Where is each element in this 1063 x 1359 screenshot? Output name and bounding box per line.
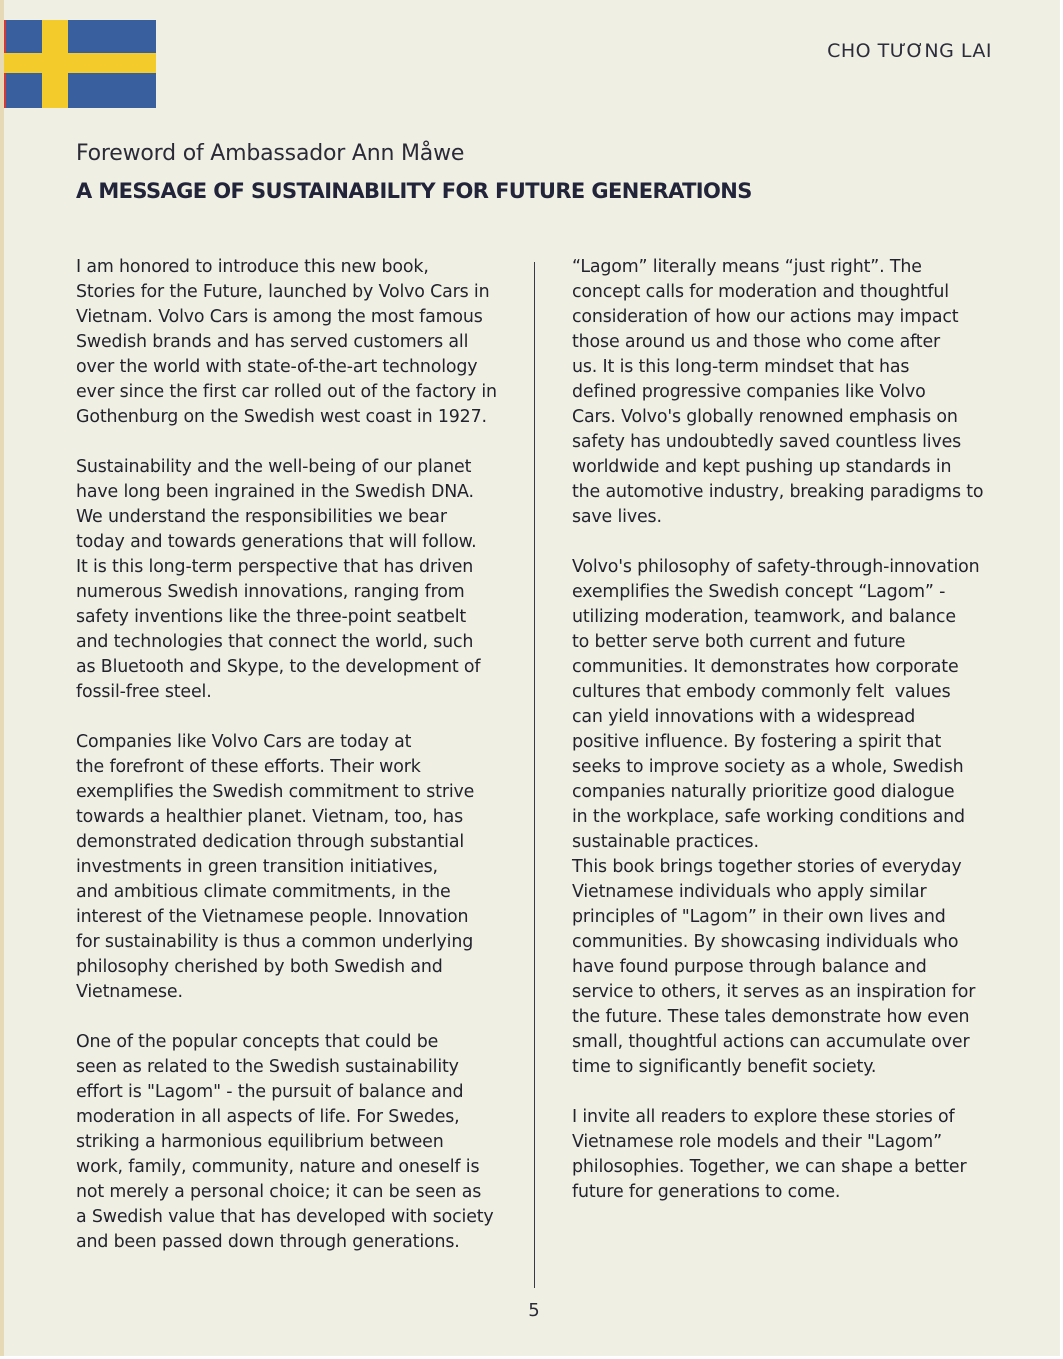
text-line: have found purpose through balance and bbox=[572, 957, 927, 977]
text-line: worldwide and kept pushing up standards in bbox=[572, 457, 952, 477]
text-line: “Lagom” literally means “just right”. The bbox=[572, 257, 922, 277]
text-line: Companies like Volvo Cars are today at bbox=[76, 732, 412, 752]
text-line: numerous Swedish innovations, ranging from bbox=[76, 582, 465, 602]
text-line: Vietnamese role models and their "Lagom” bbox=[572, 1132, 942, 1152]
text-line: sustainable practices. bbox=[572, 832, 759, 852]
text-line: those around us and those who come after bbox=[572, 332, 940, 352]
text-line: not merely a personal choice; it can be seen as bbox=[76, 1182, 482, 1202]
paragraph bbox=[76, 1030, 506, 1255]
text-line: time to significantly benefit society. bbox=[572, 1057, 877, 1077]
text-line: Cars. Volvo's globally renowned emphasis on bbox=[572, 407, 958, 427]
text-line: cultures that embody commonly felt values bbox=[572, 682, 951, 702]
text-line: seeks to improve society as a whole, Swedish bbox=[572, 757, 964, 777]
text-line: Stories for the Future, launched by Volvo Cars in bbox=[76, 282, 490, 302]
text-line: concept calls for moderation and thoughtful bbox=[572, 282, 949, 302]
text-line: It is this long-term perspective that has driven bbox=[76, 557, 474, 577]
text-line: safety inventions like the three-point seatbelt bbox=[76, 607, 467, 627]
text-line: defined progressive companies like Volvo bbox=[572, 382, 926, 402]
text-line: philosophy cherished by both Swedish and bbox=[76, 957, 443, 977]
text-line: Gothenburg on the Swedish west coast in 1927. bbox=[76, 407, 487, 427]
text-line: interest of the Vietnamese people. Innovation bbox=[76, 907, 469, 927]
text-line: seen as related to the Swedish sustainability bbox=[76, 1057, 459, 1077]
text-line: for sustainability is thus a common underlying bbox=[76, 932, 474, 952]
paragraph bbox=[572, 855, 1004, 1080]
paragraph bbox=[572, 255, 1004, 530]
text-line: Volvo's philosophy of safety-through-innovation bbox=[572, 557, 980, 577]
text-line: This book brings together stories of everyday bbox=[572, 857, 962, 877]
text-line: I invite all readers to explore these stories of bbox=[572, 1107, 955, 1127]
text-line: work, family, community, nature and oneself is bbox=[76, 1157, 480, 1177]
text-line: have long been ingrained in the Swedish DNA. bbox=[76, 482, 474, 502]
text-line: principles of "Lagom” in their own lives and bbox=[572, 907, 946, 927]
page-number: 5 bbox=[528, 1300, 540, 1321]
text-line: ever since the first car rolled out of the factory in bbox=[76, 382, 497, 402]
text-line: utilizing moderation, teamwork, and balance bbox=[572, 607, 956, 627]
text-line: the forefront of these efforts. Their work bbox=[76, 757, 421, 777]
left-text-column bbox=[76, 255, 506, 1255]
text-line: positive influence. By fostering a spirit that bbox=[572, 732, 942, 752]
text-line: Sustainability and the well-being of our planet bbox=[76, 457, 472, 477]
text-line: can yield innovations with a widespread bbox=[572, 707, 916, 727]
text-line: service to others, it serves as an inspiration for bbox=[572, 982, 976, 1002]
text-line: small, thoughtful actions can accumulate over bbox=[572, 1032, 970, 1052]
text-line: a Swedish value that has developed with society bbox=[76, 1207, 494, 1227]
text-line: I am honored to introduce this new book, bbox=[76, 257, 429, 277]
text-line: Vietnamese. bbox=[76, 982, 183, 1002]
text-line: exemplifies the Swedish commitment to strive bbox=[76, 782, 475, 802]
sweden-flag-icon bbox=[4, 20, 156, 108]
text-line: companies naturally prioritize good dialogue bbox=[572, 782, 955, 802]
paragraph bbox=[76, 730, 506, 1005]
page-title: A MESSAGE OF SUSTAINABILITY FOR FUTURE GENERATIONS bbox=[76, 179, 752, 203]
paragraph bbox=[76, 455, 506, 705]
paragraph bbox=[76, 255, 506, 430]
flag-cross-horizontal bbox=[4, 53, 156, 73]
text-line: and technologies that connect the world, such bbox=[76, 632, 474, 652]
right-text-column bbox=[572, 255, 1004, 1205]
text-line: Vietnam. Volvo Cars is among the most famous bbox=[76, 307, 483, 327]
text-line: One of the popular concepts that could be bbox=[76, 1032, 439, 1052]
text-line: as Bluetooth and Skype, to the development of bbox=[76, 657, 481, 677]
text-line: us. It is this long-term mindset that has bbox=[572, 357, 910, 377]
text-line: the future. These tales demonstrate how even bbox=[572, 1007, 970, 1027]
text-line: towards a healthier planet. Vietnam, too, has bbox=[76, 807, 464, 827]
text-line: exemplifies the Swedish concept “Lagom” - bbox=[572, 582, 946, 602]
text-line: and been passed down through generations. bbox=[76, 1232, 460, 1252]
text-line: the automotive industry, breaking paradigms to bbox=[572, 482, 984, 502]
text-line: effort is "Lagom" - the pursuit of balance and bbox=[76, 1082, 464, 1102]
text-line: Swedish brands and has served customers all bbox=[76, 332, 469, 352]
text-line: demonstrated dedication through substantial bbox=[76, 832, 465, 852]
text-line: safety has undoubtedly saved countless lives bbox=[572, 432, 962, 452]
text-line: philosophies. Together, we can shape a better bbox=[572, 1157, 967, 1177]
text-line: Vietnamese individuals who apply similar bbox=[572, 882, 927, 902]
text-line: communities. By showcasing individuals who bbox=[572, 932, 959, 952]
text-line: to better serve both current and future bbox=[572, 632, 906, 652]
column-divider bbox=[534, 262, 535, 1288]
section-label: CHO TƯƠNG LAI bbox=[827, 40, 992, 62]
text-line: and ambitious climate commitments, in the bbox=[76, 882, 451, 902]
text-line: fossil-free steel. bbox=[76, 682, 212, 702]
text-line: We understand the responsibilities we bear bbox=[76, 507, 447, 527]
text-line: in the workplace, safe working conditions and bbox=[572, 807, 965, 827]
text-line: moderation in all aspects of life. For Swedes, bbox=[76, 1107, 460, 1127]
text-line: save lives. bbox=[572, 507, 662, 527]
text-line: communities. It demonstrates how corporate bbox=[572, 657, 959, 677]
text-line: future for generations to come. bbox=[572, 1182, 841, 1202]
foreword-heading: Foreword of Ambassador Ann Måwe bbox=[76, 141, 465, 166]
paragraph bbox=[572, 1105, 1004, 1205]
text-line: investments in green transition initiatives, bbox=[76, 857, 438, 877]
text-line: today and towards generations that will follow. bbox=[76, 532, 477, 552]
text-line: over the world with state-of-the-art technology bbox=[76, 357, 478, 377]
paragraph bbox=[572, 555, 1004, 855]
text-line: consideration of how our actions may impact bbox=[572, 307, 959, 327]
text-line: striking a harmonious equilibrium between bbox=[76, 1132, 444, 1152]
